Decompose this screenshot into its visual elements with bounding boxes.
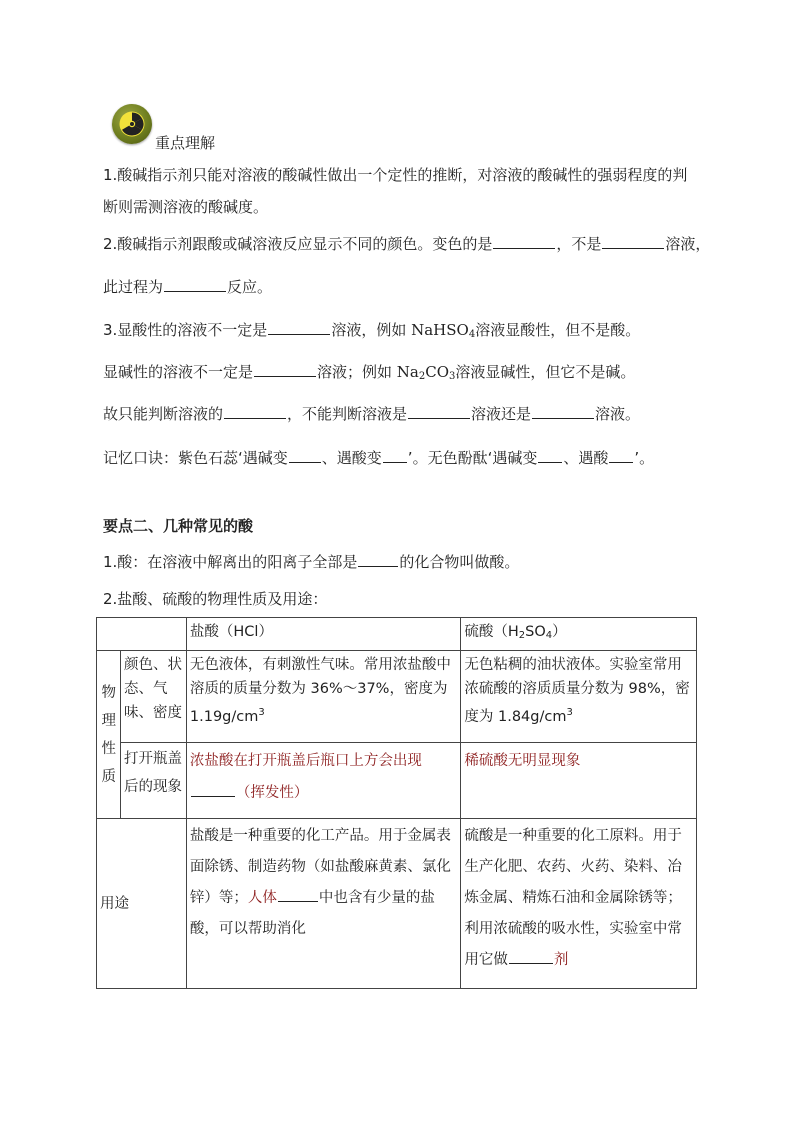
- para5-text-b: ，不能判断溶液是: [287, 405, 408, 423]
- para4-text-c: 溶液显碱性，但它不是碱。: [455, 363, 636, 381]
- row3-hcl-text-b: 中也含有少量的盐酸，可以帮助消化: [189, 890, 435, 937]
- h2so4-b: SO: [525, 624, 546, 640]
- para5-text-c: 溶液还是: [471, 405, 532, 423]
- para2-text-c: 溶液，: [665, 235, 711, 253]
- h2so4-sub2: 4: [545, 630, 553, 641]
- row3-h2so4-red: 剂: [553, 952, 569, 968]
- row2-h2so4: 稀硫酸无明显现象: [461, 743, 697, 819]
- blank: [191, 782, 235, 797]
- blank: [532, 404, 594, 419]
- row2-label: 打开瓶盖后的现象: [120, 743, 186, 819]
- blank: [602, 234, 664, 249]
- para4-sub1: 2: [418, 371, 426, 382]
- para2-text-b: ，不是: [556, 235, 602, 253]
- row1-h2so4-sup: 3: [566, 707, 573, 718]
- row3-label: 用途: [97, 819, 187, 989]
- para5-text-a: 故只能判断溶液的: [103, 405, 224, 423]
- radiation-icon: [112, 104, 152, 144]
- blank: [383, 448, 407, 463]
- para4-text-a: 显碱性的溶液不一定是: [103, 363, 254, 381]
- row2-hcl-text-b: （挥发性）: [235, 785, 309, 801]
- row3-hcl-red: 人体: [247, 890, 277, 906]
- para3-text-c: 溶液显酸性，但不是酸。: [475, 321, 641, 339]
- para1-line1: 1.酸碱指示剂只能对溶液的酸碱性做出一个定性的推断，对溶液的酸碱性的强弱程度的判: [103, 166, 688, 184]
- blank: [408, 404, 470, 419]
- section-title: 重点理解: [155, 134, 216, 152]
- blank: [278, 887, 318, 902]
- h2so4-c: ）: [552, 624, 567, 640]
- section2-title: 要点二、几种常见的酸: [103, 517, 254, 535]
- row1-hcl-sup: 3: [258, 707, 265, 718]
- row3-hcl: [186, 819, 461, 989]
- blank: [609, 448, 633, 463]
- blank: [538, 448, 562, 463]
- para2-line2: [103, 276, 272, 298]
- table-header-empty: [97, 618, 187, 651]
- para6-text-c: ’。无色酚酞‘遇碱变: [407, 449, 538, 467]
- para2-text-d: 此过程为: [103, 278, 164, 296]
- para3: [103, 319, 640, 346]
- blank: [493, 234, 555, 249]
- blank: [268, 320, 330, 335]
- row-group-label: 物理性质: [101, 684, 116, 785]
- para1-line2: 断则需测溶液的酸碱度。: [103, 198, 269, 216]
- blank: [289, 448, 321, 463]
- row1-label: 颜色、状态、气味、密度: [120, 651, 186, 743]
- para3-text-b: 溶液，例如 NaHSO: [331, 321, 469, 339]
- blank: [254, 362, 316, 377]
- blank: [358, 552, 398, 567]
- para6-text-b: 、遇酸变: [321, 449, 382, 467]
- header-h2so4: [461, 618, 697, 651]
- para6-text-d: 、遇酸: [563, 449, 609, 467]
- para3-sub: 4: [468, 329, 476, 340]
- blank: [509, 949, 553, 964]
- acid-def-text-b: 的化合物叫做酸。: [399, 553, 520, 571]
- row-appearance: [97, 651, 697, 743]
- row2-hcl: [186, 743, 461, 819]
- para4-text-b2: CO: [425, 363, 450, 381]
- row2-hcl-text-a: 浓盐酸在打开瓶盖后瓶口上方会出现: [189, 753, 422, 769]
- row3-h2so4: [461, 819, 697, 989]
- row1-hcl: [186, 651, 461, 743]
- para4-sub2: 3: [449, 371, 456, 382]
- row1-h2so4-text: 无色粘稠的油状液体。实验室常用浓硫酸的溶质质量分数为 98%，密度为 1.84g/cm: [464, 657, 690, 725]
- h2so4-sub1: 2: [518, 630, 526, 641]
- para3-text-a: 3.显酸性的溶液不一定是: [103, 321, 268, 339]
- para6-text-a: 记忆口诀：紫色石蕊‘遇碱变: [103, 449, 288, 467]
- h2so4-a: 硫酸（H: [464, 624, 519, 640]
- row1-h2so4: [461, 651, 697, 743]
- table-header-row: [97, 618, 697, 651]
- acid-definition: [103, 551, 519, 573]
- para5: [103, 403, 640, 425]
- row1-hcl-text: 无色液体，有刺激性气味。常用浓盐酸中溶质的质量分数为 36%～37%，密度为 1.19g/cm: [189, 657, 451, 725]
- acid-def-text-a: 1.酸：在溶液中解离出的阳离子全部是: [103, 553, 358, 571]
- para6-text-e: ’。: [634, 449, 655, 467]
- blank: [164, 277, 226, 292]
- row-usage: [97, 819, 697, 989]
- para2-line1: [103, 233, 710, 255]
- para4-text-b: 溶液；例如 Na: [317, 363, 419, 381]
- row3-hcl-text-a: 盐酸是一种重要的化工产品。用于金属表面除锈、制造药物（如盐酸麻黄素、氯化锌）等；: [189, 828, 451, 906]
- acid-properties-table: [96, 617, 697, 989]
- para2-text-a: 2.酸碱指示剂跟酸或碱溶液反应显示不同的颜色。变色的是: [103, 235, 493, 253]
- row-group-physical: [97, 651, 121, 819]
- row-open-bottle: [97, 743, 697, 819]
- para2-text-e: 反应。: [227, 278, 273, 296]
- para5-text-d: 溶液。: [595, 405, 641, 423]
- table-intro: 2.盐酸、硫酸的物理性质及用途：: [103, 590, 328, 608]
- para4: [103, 361, 635, 388]
- para6: [103, 447, 654, 469]
- row3-h2so4-text-a: 硫酸是一种重要的化工原料。用于生产化肥、农药、火药、染料、冶炼金属、精炼石油和金属除锈等；利用浓硫酸的吸水性，实验室中常用它做: [464, 828, 682, 968]
- header-hcl: 盐酸（HCl）: [186, 618, 461, 651]
- blank: [224, 404, 286, 419]
